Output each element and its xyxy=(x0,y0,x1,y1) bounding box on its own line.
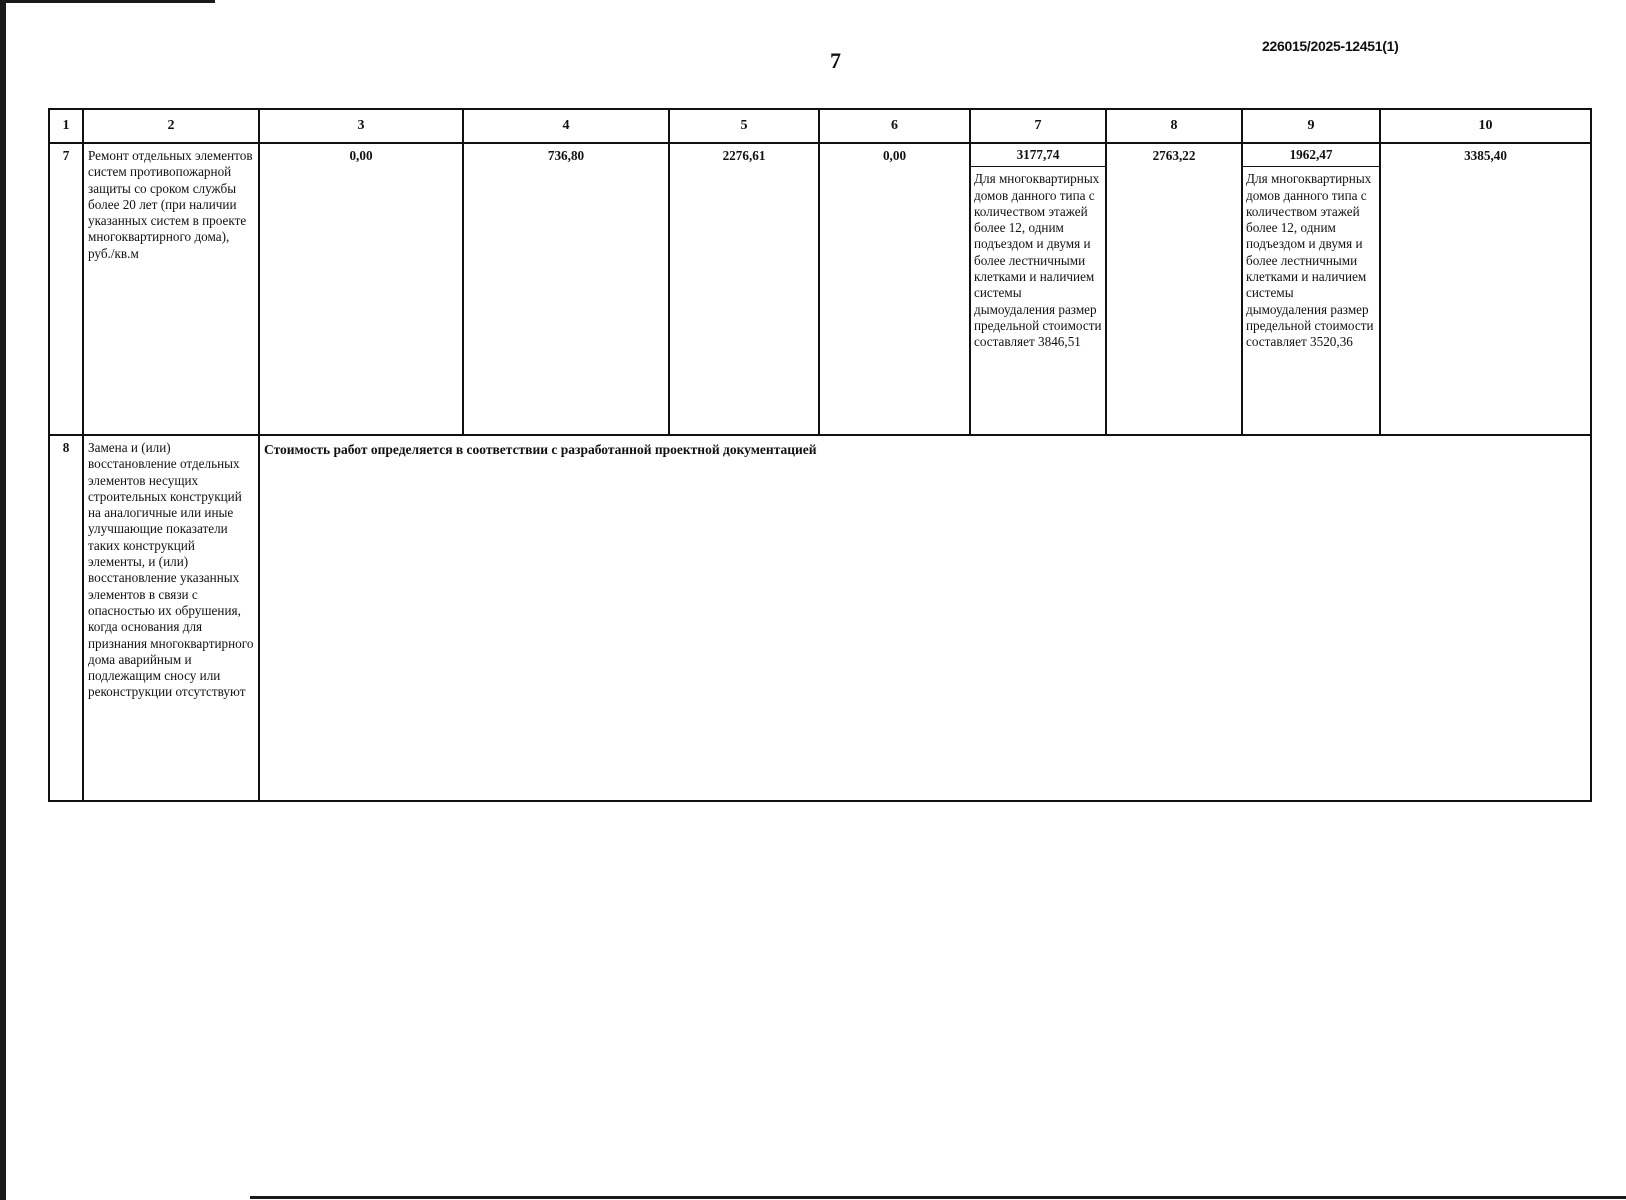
column-header: 6 xyxy=(819,109,970,143)
header-row xyxy=(49,109,1591,143)
scan-border-left xyxy=(0,0,6,1200)
column-header: 3 xyxy=(259,109,463,143)
column-header: 7 xyxy=(970,109,1106,143)
value-col9: 1962,47 xyxy=(1243,144,1379,167)
value-col8: 2763,22 xyxy=(1106,143,1242,435)
document-id: 226015/2025-12451(1) xyxy=(1262,38,1399,54)
value-col9-cell xyxy=(1242,143,1380,435)
column-header: 4 xyxy=(463,109,669,143)
scan-border-top xyxy=(0,0,215,3)
row-description: Ремонт отдельных элементов систем противопожарной защиты со сроком службы более 20 лет (при наличии указанных систем в проекте многоквартирного дома), руб./кв.м xyxy=(83,143,259,435)
value-col6: 0,00 xyxy=(819,143,970,435)
value-col10: 3385,40 xyxy=(1380,143,1591,435)
merged-cost-note: Стоимость работ определяется в соответствии с разработанной проектной документацией xyxy=(259,435,1591,801)
column-header: 2 xyxy=(83,109,259,143)
column-header: 1 xyxy=(49,109,83,143)
value-col5: 2276,61 xyxy=(669,143,819,435)
column-header: 9 xyxy=(1242,109,1380,143)
col9-note: Для многоквартирных домов данного типа с количеством этажей более 12, одним подъездом и двумя и более лестничными клетками и наличием системы дымоудаления размер предельной стоимости составляет 3520,36 xyxy=(1246,171,1374,350)
column-header: 8 xyxy=(1106,109,1242,143)
value-col7-cell xyxy=(970,143,1106,435)
column-header: 10 xyxy=(1380,109,1591,143)
column-header: 5 xyxy=(669,109,819,143)
col7-note: Для многоквартирных домов данного типа с количеством этажей более 12, одним подъездом и двумя и более лестничными клетками и наличием системы дымоудаления размер предельной стоимости составляет 3846,51 xyxy=(974,171,1102,350)
value-col7: 3177,74 xyxy=(971,144,1105,167)
scan-border-bottom xyxy=(250,1196,1626,1199)
value-col3: 0,00 xyxy=(259,143,463,435)
table-row xyxy=(49,435,1591,801)
cost-table xyxy=(48,108,1592,802)
row-description: Замена и (или) восстановление отдельных элементов несущих строительных конструкций на аналогичные или иные улучшающие показатели таких конструкций элементы, и (или) восстановление указанных элементов в связи с опасностью их обрушения, когда основания для признания многоквартирного дома аварийным и подлежащим сносу или реконструкции отсутствуют xyxy=(83,435,259,801)
row-number: 7 xyxy=(49,143,83,435)
row-number: 8 xyxy=(49,435,83,801)
table-row xyxy=(49,143,1591,435)
page-number: 7 xyxy=(830,48,841,73)
value-col4: 736,80 xyxy=(463,143,669,435)
